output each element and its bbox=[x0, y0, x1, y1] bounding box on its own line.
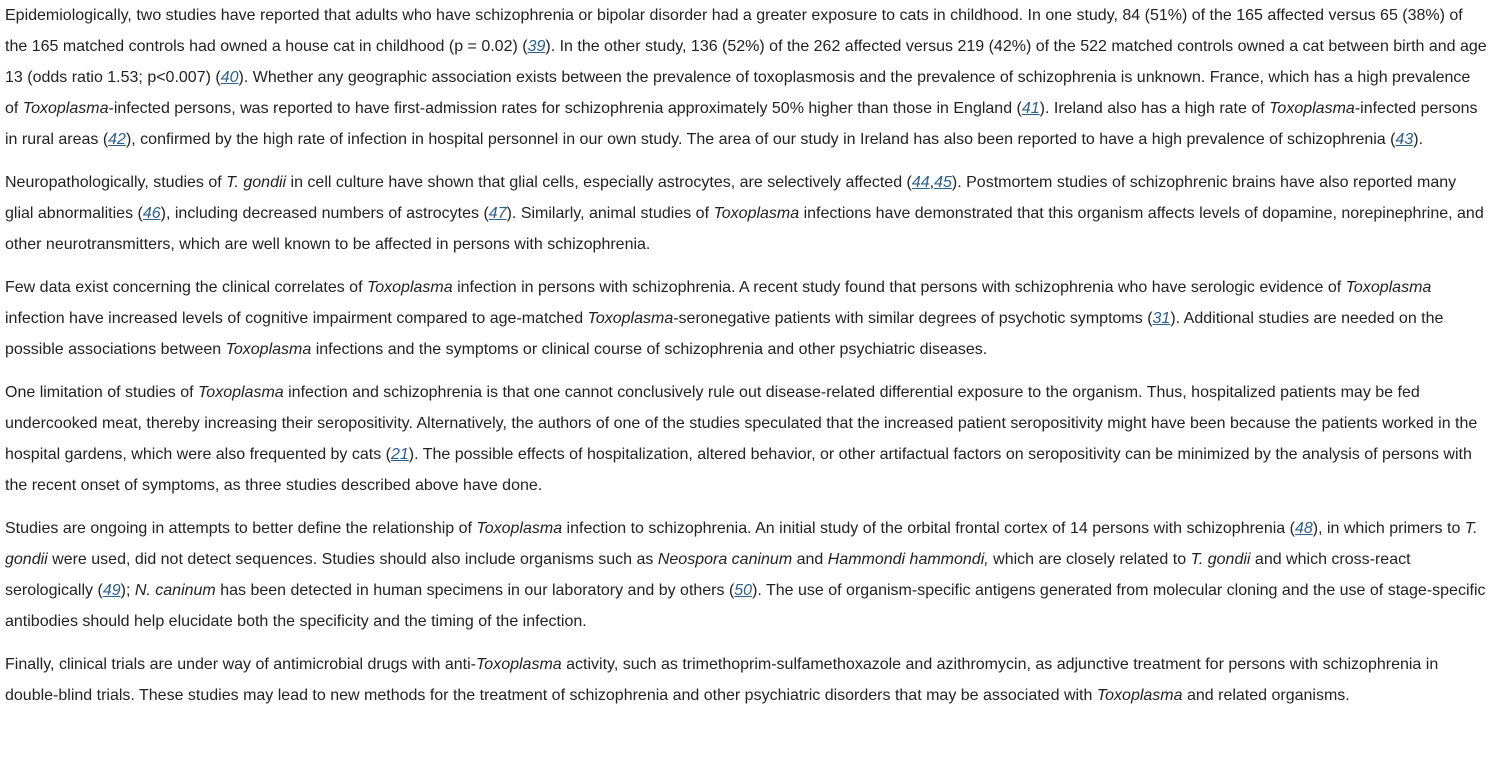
text-run: ). The possible effects of hospitalization, altered behavior, or other artifactual factors on seropositivity can be minimized by the analysis of persons with the recent onset of symptoms, as three studies described above have done. bbox=[5, 446, 1472, 494]
reference-link[interactable]: 31 bbox=[1152, 310, 1171, 327]
paragraph-5 bbox=[5, 513, 1488, 637]
text-run: One limitation of studies of bbox=[5, 384, 198, 401]
text-run: ); bbox=[120, 582, 135, 599]
text-run: infections and the symptoms or clinical course of schizophrenia and other psychiatric diseases. bbox=[311, 341, 988, 358]
reference-link[interactable]: 45 bbox=[934, 174, 952, 191]
text-run: infection in persons with schizophrenia. A recent study found that persons with schizophrenia who have serologic evidence of bbox=[452, 279, 1346, 296]
text-run: ). The use of organism-specific antigens generated from molecular cloning and the use of stage-specific antibodies should help elucidate both the specificity and the timing of the infection. bbox=[5, 582, 1486, 630]
italic-term: Toxoplasma bbox=[1096, 687, 1183, 704]
reference-link[interactable]: 43 bbox=[1395, 131, 1414, 148]
text-run: infection have increased levels of cognitive impairment compared to age-matched bbox=[5, 310, 588, 327]
text-run: ), in which primers to bbox=[1312, 520, 1465, 537]
text-run: Epidemiologically, two studies have reported that adults who have schizophrenia or bipolar disorder had a greater exposure to cats in childhood. In one study, 84 (51%) of the 165 affected versus 65 (38%) of the 165 matched controls had owned a house cat in childhood (p = 0.02) ( bbox=[5, 7, 1463, 55]
paragraph-1 bbox=[5, 0, 1488, 155]
text-run: infection to schizophrenia. An initial study of the orbital frontal cortex of 14 persons with schizophrenia ( bbox=[562, 520, 1295, 537]
reference-link[interactable]: 48 bbox=[1294, 520, 1313, 537]
reference-link[interactable]: 42 bbox=[108, 131, 126, 148]
italic-term: T. gondii bbox=[226, 174, 287, 191]
text-run: ). Ireland also has a high rate of bbox=[1039, 100, 1270, 117]
text-run: infections have demonstrated that this organism affects levels of dopamine, norepinephrine, and other neurotransmitters, which are well known to be affected in persons with schizophrenia. bbox=[5, 205, 1484, 253]
text-run: Studies are ongoing in attempts to better define the relationship of bbox=[5, 520, 477, 537]
paragraph-4 bbox=[5, 377, 1488, 501]
italic-term: T. gondii bbox=[1190, 551, 1251, 568]
italic-term: N. caninum bbox=[134, 582, 216, 599]
text-run: Few data exist concerning the clinical correlates of bbox=[5, 279, 367, 296]
text-run: -seronegative patients with similar degrees of psychotic symptoms ( bbox=[673, 310, 1153, 327]
text-run: Neuropathologically, studies of bbox=[5, 174, 227, 191]
italic-term: T. gondii bbox=[5, 520, 1478, 568]
italic-term: Toxoplasma bbox=[197, 384, 284, 401]
italic-term: Toxoplasma bbox=[1269, 100, 1355, 117]
italic-term: Toxoplasma bbox=[476, 656, 562, 673]
text-run: has been detected in human specimens in our laboratory and by others ( bbox=[215, 582, 735, 599]
reference-link[interactable]: 46 bbox=[142, 205, 161, 222]
italic-term: Toxoplasma bbox=[587, 310, 674, 327]
reference-link[interactable]: 41 bbox=[1021, 100, 1040, 117]
text-run: ). In the other study, 136 (52%) of the 262 affected versus 219 (42%) of the 522 matched controls owned a cat between birth and age 13 (odds ratio 1.53; p<0.007) ( bbox=[5, 38, 1487, 86]
text-run: activity, such as trimethoprim-sulfamethoxazole and azithromycin, as adjunctive treatment for persons with schizophrenia in double-blind trials. These studies may lead to new methods for the treatment of schizophrenia and other psychiatric disorders that may be associated with bbox=[5, 656, 1439, 704]
text-run: infection and schizophrenia is that one cannot conclusively rule out disease-related differential exposure to the organism. Thus, hospitalized patients may be fed undercooked meat, thereby increasing their seropositivity. Alternatively, the authors of one of the studies speculated that the increased patient seropositivity might have been because the patients worked in the hospital gardens, which were also frequented by cats ( bbox=[5, 384, 1478, 463]
italic-term: Toxoplasma bbox=[476, 520, 563, 537]
text-run: ). Additional studies are needed on the possible associations between bbox=[5, 310, 1444, 358]
text-run: ), confirmed by the high rate of infection in hospital personnel in our own study. The area of our study in Ireland has also been reported to have a high prevalence of schizophrenia ( bbox=[125, 131, 1396, 148]
paragraph-2 bbox=[5, 167, 1488, 260]
italic-term: Toxoplasma bbox=[366, 279, 453, 296]
text-run: -infected persons, was reported to have first-admission rates for schizophrenia approximately 50% higher than those in England ( bbox=[108, 100, 1022, 117]
text-run: -infected persons in rural areas ( bbox=[5, 100, 1478, 148]
text-run: which are closely related to bbox=[988, 551, 1191, 568]
italic-term: Hammondi hammondi, bbox=[827, 551, 989, 568]
reference-link[interactable]: 39 bbox=[527, 38, 546, 55]
italic-term: Toxoplasma bbox=[22, 100, 109, 117]
text-run: ). Whether any geographic association exists between the prevalence of toxoplasmosis and the prevalence of schizophrenia is unknown. France, which has a high prevalence of bbox=[5, 69, 1471, 117]
paragraph-3 bbox=[5, 272, 1488, 365]
text-run: ). Postmortem studies of schizophrenic brains have also reported many glial abnormalities ( bbox=[5, 174, 1457, 222]
reference-link[interactable]: 49 bbox=[102, 582, 121, 599]
reference-link[interactable]: 47 bbox=[488, 205, 507, 222]
reference-link[interactable]: 50 bbox=[734, 582, 753, 599]
text-run: in cell culture have shown that glial cells, especially astrocytes, are selectively affected ( bbox=[286, 174, 912, 191]
italic-term: Toxoplasma bbox=[713, 205, 800, 222]
reference-link[interactable]: 21 bbox=[391, 446, 409, 463]
text-run: Finally, clinical trials are under way of antimicrobial drugs with anti- bbox=[5, 656, 476, 673]
italic-term: Neospora caninum bbox=[657, 551, 793, 568]
text-run: , bbox=[929, 174, 935, 191]
text-run: and related organisms. bbox=[1182, 687, 1350, 704]
reference-link[interactable]: 44 bbox=[911, 174, 930, 191]
text-run: and bbox=[792, 551, 828, 568]
italic-term: Toxoplasma bbox=[225, 341, 312, 358]
text-run: and which cross-react serologically ( bbox=[5, 551, 1411, 599]
paragraph-6 bbox=[5, 649, 1488, 711]
text-run: ). Similarly, animal studies of bbox=[506, 205, 714, 222]
reference-link[interactable]: 40 bbox=[220, 69, 239, 86]
italic-term: Toxoplasma bbox=[1345, 279, 1432, 296]
text-run: ). bbox=[1413, 131, 1424, 148]
text-run: were used, did not detect sequences. Studies should also include organisms such as bbox=[47, 551, 658, 568]
text-run: ), including decreased numbers of astrocytes ( bbox=[160, 205, 489, 222]
